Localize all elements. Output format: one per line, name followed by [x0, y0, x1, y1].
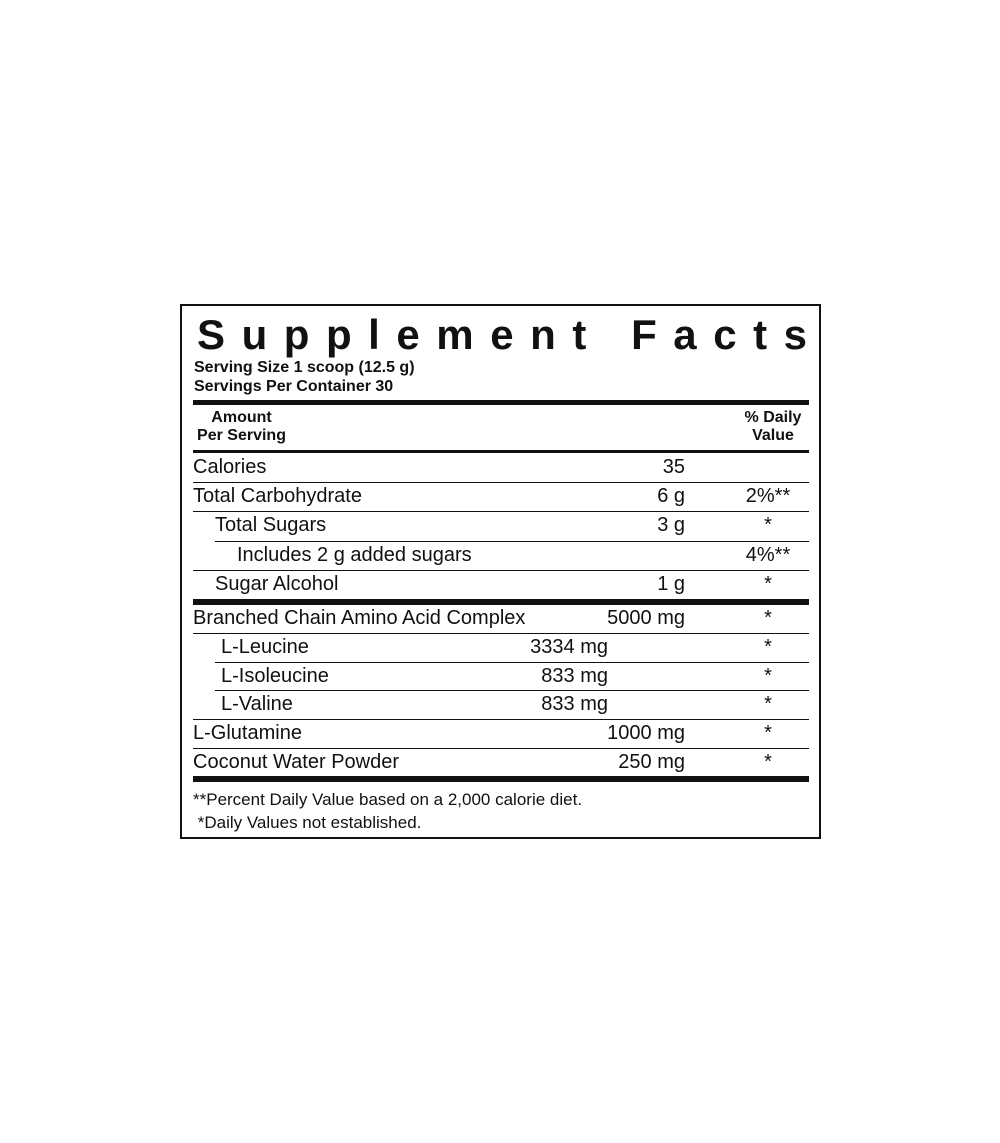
nutrient-amount: 1000 mg	[607, 722, 685, 744]
nutrient-daily-value: *	[764, 573, 772, 595]
nutrient-name: Coconut Water Powder	[193, 751, 400, 773]
nutrient-daily-value: *	[764, 665, 772, 687]
nutrient-amount: 6 g	[657, 485, 685, 507]
title-letter: u	[241, 311, 268, 358]
nutrient-amount: 1 g	[657, 573, 685, 595]
nutrient-row-sugar-alcohol	[193, 570, 809, 599]
nutrient-row-total-carbohydrate	[193, 482, 809, 511]
nutrient-name: L-Glutamine	[193, 722, 302, 744]
nutrient-row-total-sugars	[193, 511, 809, 540]
supplement-facts-panel	[180, 304, 821, 839]
title-letter: p	[325, 311, 352, 358]
nutrient-name: L-Leucine	[221, 636, 309, 658]
nutrient-amount: 250 mg	[618, 751, 685, 773]
thick-divider	[193, 776, 809, 782]
nutrient-row-coconut-water-powder	[193, 748, 809, 777]
servings-per-container: Servings Per Container 30	[194, 378, 394, 395]
nutrient-row-l-leucine	[193, 633, 809, 662]
title-letter: e	[490, 311, 514, 358]
nutrient-row-l-isoleucine	[193, 662, 809, 691]
nutrient-daily-value: *	[764, 636, 772, 658]
amount-header	[194, 409, 289, 445]
amount-header-line1: Amount	[211, 409, 272, 426]
panel-title	[197, 310, 807, 360]
nutrient-name: Total Sugars	[215, 514, 327, 536]
nutrient-row-l-glutamine	[193, 719, 809, 748]
title-letter: s	[783, 311, 807, 358]
daily-value-header	[733, 409, 813, 445]
footnote-not-established: *Daily Values not established.	[193, 813, 422, 832]
title-gap	[603, 310, 615, 360]
amount-header-line2: Per Serving	[197, 427, 286, 444]
nutrient-name: L-Valine	[221, 693, 293, 715]
nutrient-name: Includes 2 g added sugars	[237, 544, 472, 566]
title-letter: S	[197, 311, 226, 358]
nutrient-amount: 35	[662, 456, 685, 478]
title-letter: e	[396, 311, 420, 358]
nutrient-amount: 833 mg	[541, 693, 608, 715]
nutrient-row-l-valine	[193, 690, 809, 719]
nutrient-name: L-Isoleucine	[221, 665, 329, 687]
title-letter: l	[368, 311, 380, 358]
title-letter: c	[713, 311, 737, 358]
nutrient-daily-value: *	[764, 514, 772, 536]
nutrient-amount: 5000 mg	[607, 607, 685, 629]
title-letter: p	[283, 311, 310, 358]
title-letter: F	[631, 311, 657, 358]
nutrient-daily-value: *	[764, 722, 772, 744]
title-letter: m	[436, 311, 474, 358]
nutrient-daily-value: *	[764, 751, 772, 773]
nutrient-daily-value: 2%**	[745, 485, 791, 507]
nutrient-amount: 833 mg	[541, 665, 608, 687]
nutrient-name: Sugar Alcohol	[215, 573, 339, 595]
daily-value-header-line2: Value	[752, 427, 794, 444]
title-letter: t	[753, 311, 768, 358]
nutrient-daily-value: *	[764, 607, 772, 629]
title-letter: a	[673, 311, 697, 358]
daily-value-header-line1: % Daily	[744, 409, 802, 426]
nutrient-name: Calories	[193, 456, 267, 478]
nutrient-daily-value: 4%**	[745, 544, 791, 566]
footnote-percent-daily-value: **Percent Daily Value based on a 2,000 calorie diet.	[193, 790, 583, 809]
nutrient-name: Total Carbohydrate	[193, 485, 362, 507]
thick-divider	[193, 400, 809, 405]
nutrient-row-added-sugars	[193, 541, 809, 570]
nutrient-name: Branched Chain Amino Acid Complex	[193, 607, 526, 629]
nutrient-daily-value: *	[764, 693, 772, 715]
title-letter: n	[530, 311, 556, 358]
nutrient-amount: 3334 mg	[530, 636, 608, 658]
nutrient-row-bcaa-complex	[193, 604, 809, 633]
nutrient-row-calories	[193, 453, 809, 482]
nutrient-amount: 3 g	[657, 514, 685, 536]
title-letter: t	[572, 311, 587, 358]
serving-size: Serving Size 1 scoop (12.5 g)	[194, 359, 415, 376]
